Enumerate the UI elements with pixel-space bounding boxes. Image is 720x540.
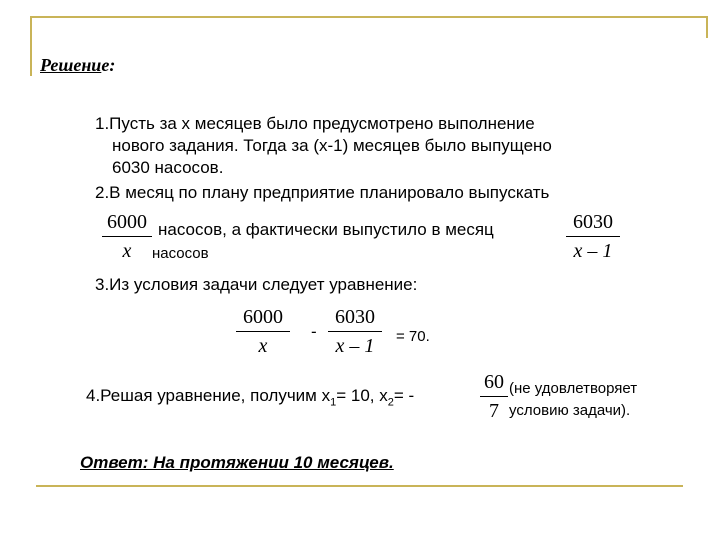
step4-note-line1: (не удовлетворяет	[509, 380, 638, 397]
fraction-denominator: x – 1	[335, 335, 375, 357]
fraction-bar	[102, 236, 152, 237]
fraction-denominator: 7	[489, 400, 499, 422]
fraction-bar	[480, 396, 508, 397]
fraction-bar	[566, 236, 620, 237]
step3-fraction-6000-x	[236, 305, 290, 358]
step1-line3: 6030 насосов.	[112, 158, 224, 177]
fraction-bar	[328, 331, 382, 332]
subscript-1: 1	[330, 396, 337, 409]
fraction-numerator: 6030	[573, 211, 613, 233]
step2-fraction-6000-x	[102, 210, 152, 263]
step4-mid: = 10, х	[336, 386, 388, 405]
fraction-denominator: x	[122, 240, 132, 262]
equation-minus: -	[311, 322, 317, 341]
step2-line1: 2.В месяц по плану предприятие планировало выпускать	[95, 183, 550, 202]
fraction-denominator: x – 1	[573, 240, 613, 262]
equation-equals-70: = 70.	[396, 328, 430, 345]
fraction-denominator: x	[258, 335, 268, 357]
step2-fraction-6030-x-1	[566, 210, 620, 263]
frame-left-line	[30, 16, 32, 76]
step4-prefix: 4.Решая уравнение, получим х	[86, 386, 331, 405]
step4-text	[86, 385, 414, 413]
frame-right-line	[706, 16, 708, 38]
fraction-numerator: 6000	[107, 211, 147, 233]
step2-middle-text: насосов, а фактически выпустило в месяц	[158, 220, 494, 239]
step4-note-line2: условию задачи).	[509, 402, 631, 419]
heading-underlined: Решени	[40, 55, 102, 75]
step1-line1: 1.Пусть за х месяцев было предусмотрено выполнение	[95, 114, 535, 133]
step4-tail: = -	[393, 386, 415, 405]
frame-top-line	[30, 16, 707, 18]
step2-units: насосов	[152, 245, 209, 262]
step3-text: 3.Из условия задачи следует уравнение:	[95, 275, 418, 294]
heading-rest: е:	[101, 55, 116, 75]
fraction-bar	[236, 331, 290, 332]
fraction-numerator: 60	[484, 371, 504, 393]
answer-text: Ответ: На протяжении 10 месяцев.	[80, 453, 394, 472]
subscript-2: 2	[387, 396, 394, 409]
frame-bottom-line	[36, 485, 683, 487]
fraction-numerator: 6030	[335, 306, 375, 328]
solution-heading	[40, 55, 115, 76]
fraction-numerator: 6000	[243, 306, 283, 328]
step1-line2: нового задания. Тогда за (х-1) месяцев было выпущено	[112, 136, 552, 155]
step3-fraction-6030-x-1	[328, 305, 382, 358]
step4-fraction-60-7	[480, 370, 508, 423]
